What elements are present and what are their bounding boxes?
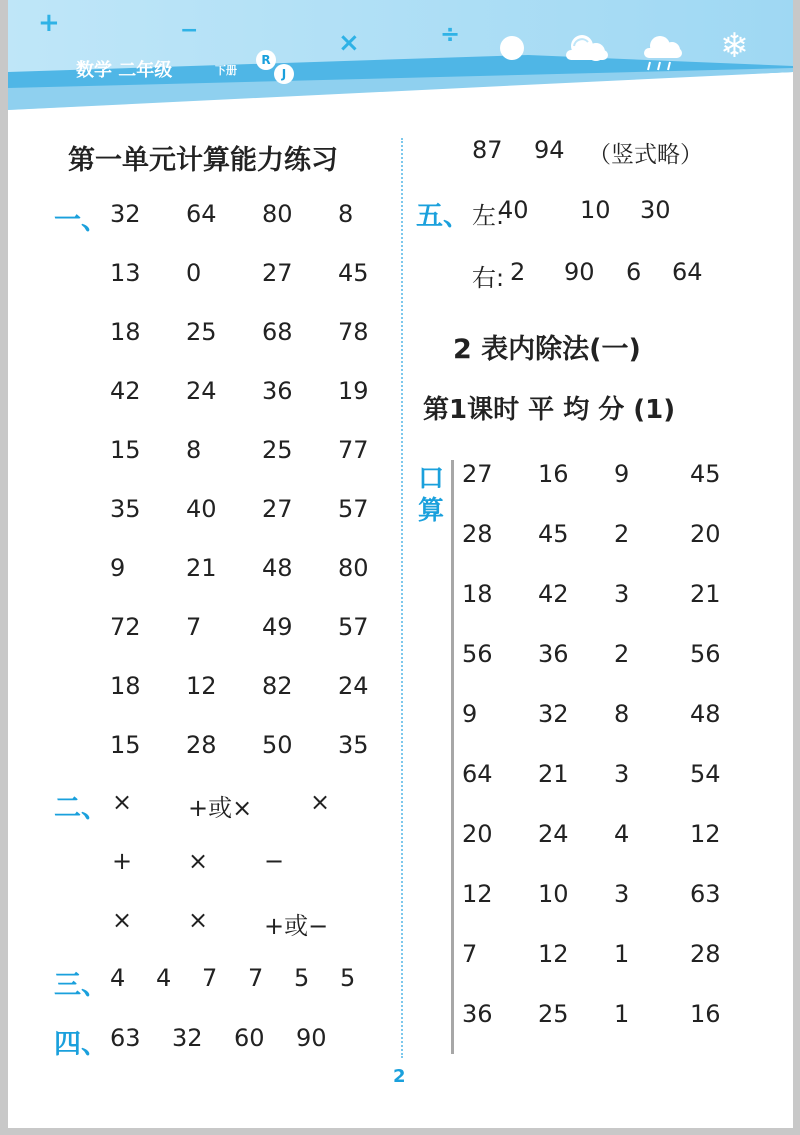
question-label-5: 五、 [416,201,470,232]
answer-value: 25 [186,318,217,346]
answer-value: 18 [110,318,141,346]
answer-value: 36 [538,640,569,668]
kousuan-bar [451,460,454,1054]
answer-value: 30 [640,196,671,224]
answer-value: 13 [110,259,141,287]
answer-value: 18 [462,580,493,608]
question-label-2: 二、 [54,793,108,824]
answer-value: 2 [614,520,630,548]
badge-j: J [274,64,294,84]
answer-value: 28 [690,940,721,968]
answer-value: 45 [690,460,721,488]
divide-icon: ÷ [440,20,461,48]
answer-value: 27 [262,495,293,523]
answer-value: 48 [690,700,721,728]
kousuan-label-bottom: 算 [418,496,445,526]
book-title: 数学 二年级 [76,60,173,81]
answer-value: 72 [110,613,141,641]
answer-value: 27 [262,259,293,287]
answer-value: 25 [262,436,293,464]
section-title: 第一单元计算能力练习 [68,145,338,176]
answer-value: 15 [110,436,141,464]
answer-value: 64 [672,258,703,286]
answer-value: 4 [156,964,172,992]
snowflake-icon: ❄ [720,26,749,66]
answer-value: 7 [202,964,218,992]
plus-icon: + [38,8,60,38]
answer-value: 36 [262,377,293,405]
book-volume: 下册 [215,64,237,77]
answer-value: 12 [186,672,217,700]
right-label: 右: [472,264,505,292]
answer-value: 45 [338,259,369,287]
answer-value: 21 [186,554,217,582]
answer-value: 24 [186,377,217,405]
answer-value: 90 [564,258,595,286]
question-label-3: 三、 [54,970,108,1001]
answer-value: 15 [110,731,141,759]
question-label-1: 一、 [54,205,108,236]
answer-value: 32 [538,700,569,728]
answer-value: 82 [262,672,293,700]
answer-value: 45 [538,520,569,548]
answer-value: 7 [462,940,478,968]
question-label-4: 四、 [54,1029,108,1060]
answer-value: 80 [338,554,369,582]
answer-value: 12 [690,820,721,848]
answer-value: 9 [614,460,630,488]
kousuan-label-top: 口 [418,464,445,494]
times-icon: × [338,28,360,58]
answer-value: 21 [690,580,721,608]
minus-icon: − [180,18,199,43]
answer-value: 1 [614,940,630,968]
answer-value: 35 [338,731,369,759]
answer-value: 36 [462,1000,493,1028]
answer-value: 68 [262,318,293,346]
answer-value: 57 [338,613,369,641]
sun-icon [500,36,524,60]
answer-value: 50 [262,731,293,759]
answer-value: 87 [472,136,503,164]
answer-value: × [112,788,133,816]
header-banner [8,0,793,110]
answer-value: 5 [294,964,310,992]
lesson-title: 第1课时 平 均 分 (1) [423,395,676,425]
answer-value: 21 [538,760,569,788]
answer-value: 27 [462,460,493,488]
answer-value: 10 [538,880,569,908]
workbook-page [8,0,793,1128]
answer-value: +或× [188,794,253,822]
answer-value: 24 [538,820,569,848]
answer-value: 19 [338,377,369,405]
answer-value: 0 [186,259,202,287]
answer-value: 28 [462,520,493,548]
answer-value: 20 [690,520,721,548]
answer-value: 35 [110,495,141,523]
answer-value: 28 [186,731,217,759]
answer-value: 2 [510,258,526,286]
answer-value: 60 [234,1024,265,1052]
answer-value: 12 [462,880,493,908]
answer-value: 56 [690,640,721,668]
answer-value: 7 [248,964,264,992]
answer-value: +或− [264,912,329,940]
answer-value: + [112,847,133,875]
answer-value: 80 [262,200,293,228]
answer-value: 1 [614,1000,630,1028]
answer-value: × [310,788,331,816]
answer-value: 56 [462,640,493,668]
answer-value: 8 [614,700,630,728]
answer-value: 32 [110,200,141,228]
answer-value: 49 [262,613,293,641]
column-divider [401,138,403,1058]
answer-value: 12 [538,940,569,968]
answer-value: 78 [338,318,369,346]
answer-value: 6 [626,258,642,286]
answer-value: 40 [186,495,217,523]
answer-value: × [188,906,209,934]
answer-value: 16 [538,460,569,488]
answer-value: 3 [614,760,630,788]
chapter-title: 2 表内除法(一) [453,334,641,365]
answer-value: 5 [340,964,356,992]
banner-background [8,0,793,110]
answer-value: × [112,906,133,934]
answer-value: 63 [110,1024,141,1052]
answer-value: 4 [110,964,126,992]
answer-note: （竖式略） [588,142,703,168]
answer-value: × [188,847,209,875]
answer-value: 48 [262,554,293,582]
answer-value: 64 [186,200,217,228]
answer-value: 9 [462,700,478,728]
answer-value: 16 [690,1000,721,1028]
answer-value: 63 [690,880,721,908]
answer-value: 42 [538,580,569,608]
answer-value: 32 [172,1024,203,1052]
answer-value: 7 [186,613,202,641]
page-number: 2 [393,1066,406,1087]
answer-value: 3 [614,580,630,608]
answer-value: 10 [580,196,611,224]
badge-r: R [256,50,276,70]
answer-value: 8 [338,200,354,228]
answer-value: 20 [462,820,493,848]
answer-value: 9 [110,554,126,582]
answer-value: 77 [338,436,369,464]
answer-value: 2 [614,640,630,668]
answer-value: − [264,847,285,875]
answer-value: 40 [498,196,529,224]
answer-value: 94 [534,136,565,164]
answer-value: 4 [614,820,630,848]
answer-value: 3 [614,880,630,908]
answer-value: 18 [110,672,141,700]
answer-value: 54 [690,760,721,788]
answer-value: 64 [462,760,493,788]
answer-value: 24 [338,672,369,700]
answer-value: 90 [296,1024,327,1052]
answer-value: 8 [186,436,202,464]
answer-value: 42 [110,377,141,405]
answer-value: 25 [538,1000,569,1028]
answer-value: 57 [338,495,369,523]
left-label: 左: [472,202,505,230]
